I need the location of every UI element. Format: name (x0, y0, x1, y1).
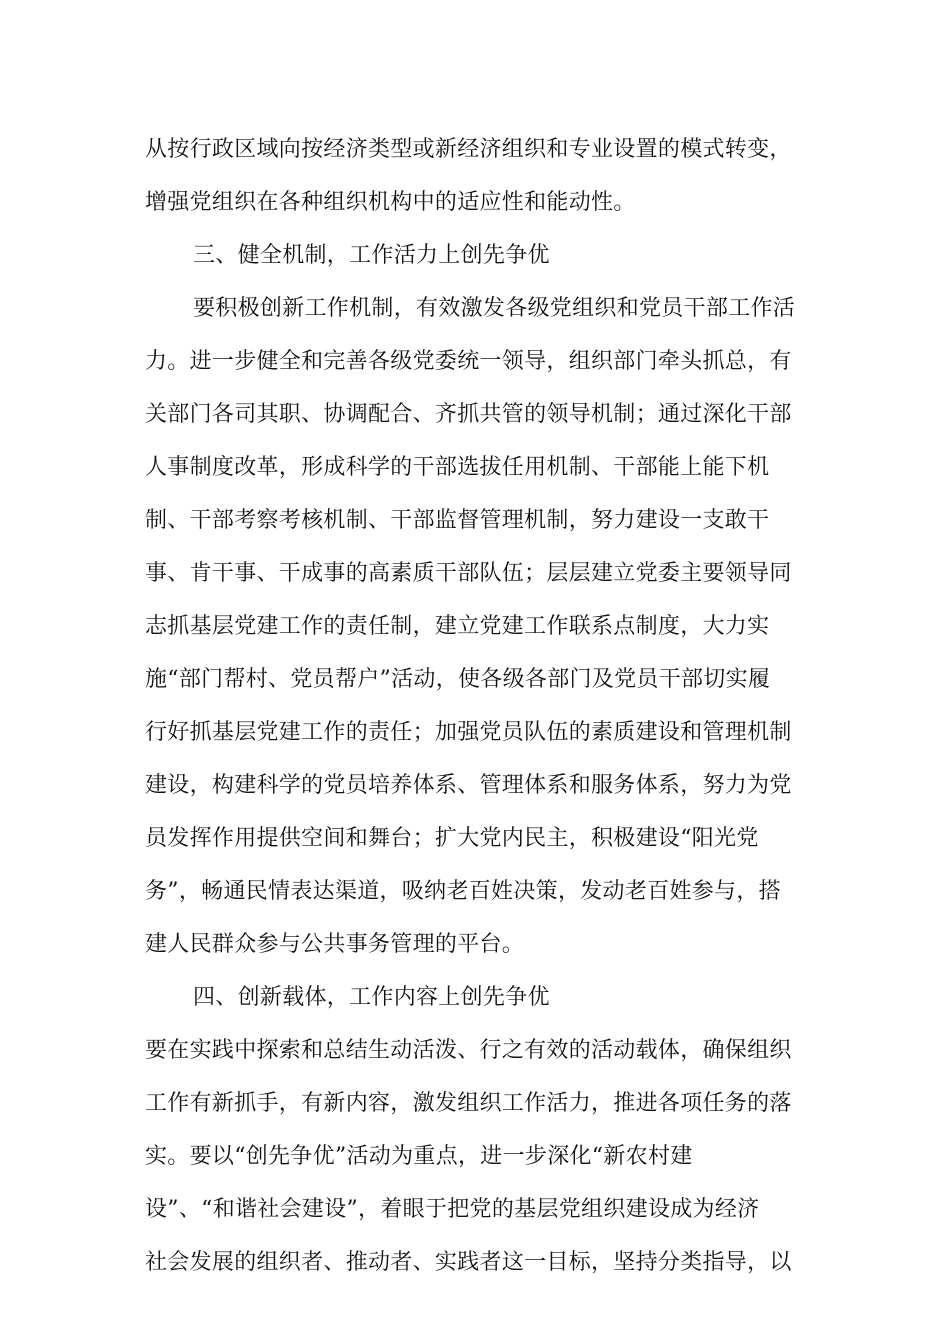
paragraph-line: 建设，构建科学的党员培养体系、管理体系和服务体系，努力为党 (145, 773, 792, 798)
paragraph-line: 建人民群众参与公共事务管理的平台。 (145, 932, 525, 957)
paragraph-line: 员发挥作用提供空间和舞台；扩大党内民主，积极建设“阳光党 (145, 826, 759, 851)
section-heading: 四、创新载体，工作内容上创先争优 (193, 985, 550, 1010)
paragraph-line: 设”、“和谐社会建设”，着眼于把党的基层党组织建设成为经济 (145, 1197, 760, 1222)
paragraph-line: 人事制度改革，形成科学的干部选拔任用机制、干部能上能下机 (145, 455, 770, 480)
paragraph-line: 社会发展的组织者、推动者、实践者这一目标，坚持分类指导，以 (145, 1250, 792, 1275)
paragraph-line: 要在实践中探索和总结生动活泼、行之有效的活动载体，确保组织 (145, 1038, 792, 1063)
paragraph-line: 力。进一步健全和完善各级党委统一领导，组织部门牵头抓总，有 (145, 349, 792, 374)
paragraph-line: 增强党组织在各种组织机构中的适应性和能动性。 (145, 190, 636, 215)
paragraph-line: 要积极创新工作机制，有效激发各级党组织和党员干部工作活 (193, 296, 796, 321)
section-heading: 三、健全机制，工作活力上创先争优 (193, 243, 550, 268)
paragraph-line: 行好抓基层党建工作的责任；加强党员队伍的素质建设和管理机制 (145, 720, 792, 745)
paragraph-line: 施“部门帮村、党员帮户”活动，使各级各部门及党员干部切实履 (145, 667, 771, 692)
paragraph-line: 事、肯干事、干成事的高素质干部队伍；层层建立党委主要领导同 (145, 561, 792, 586)
paragraph-line: 关部门各司其职、协调配合、齐抓共管的领导机制；通过深化干部 (145, 402, 792, 427)
paragraph-line: 从按行政区域向按经济类型或新经济组织和专业设置的模式转变， (145, 137, 792, 162)
paragraph-line: 志抓基层党建工作的责任制，建立党建工作联系点制度，大力实 (145, 614, 770, 639)
paragraph-line: 制、干部考察考核机制、干部监督管理机制，努力建设一支敢干 (145, 508, 770, 533)
paragraph-line: 实。要以“创先争优”活动为重点，进一步深化“新农村建 (145, 1144, 693, 1169)
paragraph-line: 工作有新抓手，有新内容，激发组织工作活力，推进各项任务的落 (145, 1091, 792, 1116)
paragraph-line: 务”，畅通民情表达渠道，吸纳老百姓决策，发动老百姓参与，搭 (145, 879, 781, 904)
